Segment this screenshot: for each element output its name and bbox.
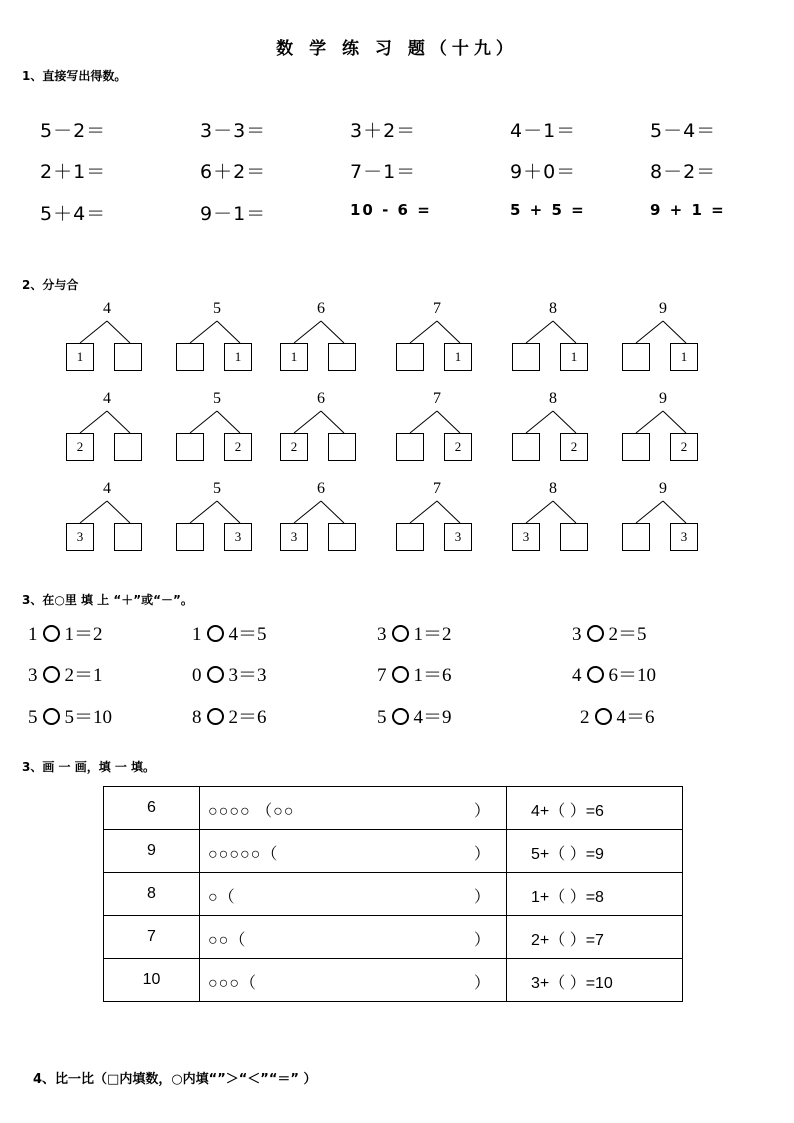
sign-equation bbox=[572, 619, 647, 646]
number-tree bbox=[276, 300, 366, 375]
equation: 3－3＝ bbox=[200, 120, 267, 142]
tree-right-box[interactable] bbox=[114, 433, 142, 461]
left-operand: 8 bbox=[192, 707, 202, 728]
equation: 10 - 6 = bbox=[350, 201, 432, 219]
table-row bbox=[104, 873, 683, 916]
sign-circle[interactable] bbox=[392, 625, 409, 642]
tree-right-box[interactable] bbox=[328, 343, 356, 371]
sign-circle[interactable] bbox=[207, 708, 224, 725]
left-operand: 2 bbox=[580, 707, 590, 728]
tree-total: 9 bbox=[659, 390, 667, 407]
number-tree bbox=[392, 300, 482, 375]
circles-cell[interactable] bbox=[200, 916, 507, 959]
number-tree bbox=[508, 480, 598, 555]
total-cell: 10 bbox=[104, 959, 200, 1002]
tree-total: 4 bbox=[103, 300, 111, 317]
right-side: 3＝3 bbox=[228, 665, 267, 686]
equation: 8－2＝ bbox=[650, 161, 717, 183]
tree-right-box[interactable]: 2 bbox=[224, 433, 252, 461]
section3-heading: 3、在○里 填 上 “＋”或“－”。 bbox=[22, 593, 193, 607]
tree-right-box[interactable] bbox=[560, 523, 588, 551]
tree-right-box[interactable]: 3 bbox=[224, 523, 252, 551]
total-cell: 6 bbox=[104, 787, 200, 830]
right-side: 6＝10 bbox=[608, 665, 657, 686]
left-operand: 1 bbox=[192, 624, 202, 645]
equation: 5－4＝ bbox=[650, 120, 717, 142]
sign-equation bbox=[192, 660, 267, 687]
right-side: 1＝2 bbox=[413, 624, 452, 645]
circles-cell[interactable] bbox=[200, 787, 507, 830]
tree-left-box[interactable]: 3 bbox=[66, 523, 94, 551]
right-side: 4＝5 bbox=[228, 624, 267, 645]
number-tree bbox=[62, 300, 152, 375]
table-row bbox=[104, 787, 683, 830]
right-side: 2＝1 bbox=[64, 665, 103, 686]
section4-heading: 3、画 一 画，填 一 填。 bbox=[22, 760, 156, 774]
close-paren: ） bbox=[473, 803, 490, 820]
tree-left-box[interactable]: 2 bbox=[66, 433, 94, 461]
sign-equation bbox=[192, 702, 267, 729]
tree-left-box[interactable]: 3 bbox=[512, 523, 540, 551]
circles-cell[interactable] bbox=[200, 873, 507, 916]
formula-cell[interactable] bbox=[507, 830, 683, 873]
circles-text: ○○○○○（ bbox=[208, 846, 279, 863]
tree-left-box[interactable] bbox=[396, 343, 424, 371]
tree-left-box[interactable]: 3 bbox=[280, 523, 308, 551]
right-side: 2＝6 bbox=[228, 707, 267, 728]
tree-left-box[interactable] bbox=[396, 523, 424, 551]
formula-cell[interactable] bbox=[507, 787, 683, 830]
tree-left-box[interactable] bbox=[176, 523, 204, 551]
right-side: 1＝6 bbox=[413, 665, 452, 686]
tree-total: 8 bbox=[549, 300, 557, 317]
equation: 2＋1＝ bbox=[40, 161, 107, 183]
tree-right-box[interactable]: 1 bbox=[670, 343, 698, 371]
left-operand: 5 bbox=[28, 707, 38, 728]
left-operand: 4 bbox=[572, 665, 582, 686]
formula-text: 3+（ ）=10 bbox=[531, 975, 613, 992]
right-side: 5＝10 bbox=[64, 707, 113, 728]
number-tree bbox=[172, 390, 262, 465]
tree-left-box[interactable]: 2 bbox=[280, 433, 308, 461]
sign-equation bbox=[580, 702, 655, 729]
sign-circle[interactable] bbox=[43, 666, 60, 683]
sign-circle[interactable] bbox=[587, 666, 604, 683]
tree-left-box[interactable] bbox=[176, 343, 204, 371]
section2-heading: 2、分与合 bbox=[22, 278, 79, 292]
total-cell: 8 bbox=[104, 873, 200, 916]
tree-right-box[interactable]: 1 bbox=[560, 343, 588, 371]
table-row bbox=[104, 916, 683, 959]
left-operand: 3 bbox=[28, 665, 38, 686]
tree-left-box[interactable] bbox=[176, 433, 204, 461]
tree-left-box[interactable] bbox=[512, 433, 540, 461]
sign-circle[interactable] bbox=[43, 625, 60, 642]
tree-right-box[interactable]: 2 bbox=[444, 433, 472, 461]
tree-right-box[interactable] bbox=[114, 343, 142, 371]
number-tree bbox=[618, 390, 708, 465]
number-tree bbox=[618, 300, 708, 375]
equation: 5＋4＝ bbox=[40, 203, 107, 225]
right-side: 2＝5 bbox=[608, 624, 647, 645]
number-tree bbox=[62, 480, 152, 555]
tree-right-box[interactable]: 2 bbox=[560, 433, 588, 461]
equation: 9＋0＝ bbox=[510, 161, 577, 183]
circles-cell[interactable] bbox=[200, 959, 507, 1002]
sign-circle[interactable] bbox=[43, 708, 60, 725]
tree-total: 7 bbox=[433, 480, 441, 497]
draw-fill-table bbox=[103, 786, 683, 1002]
sign-equation bbox=[377, 660, 452, 687]
sign-equation bbox=[572, 660, 656, 687]
tree-total: 7 bbox=[433, 390, 441, 407]
sign-circle[interactable] bbox=[595, 708, 612, 725]
close-paren: ） bbox=[473, 932, 490, 949]
tree-total: 5 bbox=[213, 480, 221, 497]
table-row bbox=[104, 959, 683, 1002]
equation: 6＋2＝ bbox=[200, 161, 267, 183]
circles-text: ○○○（ bbox=[208, 975, 257, 992]
tree-right-box[interactable] bbox=[114, 523, 142, 551]
tree-right-box[interactable] bbox=[328, 523, 356, 551]
tree-total: 5 bbox=[213, 390, 221, 407]
total-cell: 7 bbox=[104, 916, 200, 959]
tree-total: 6 bbox=[317, 480, 325, 497]
tree-left-box[interactable]: 1 bbox=[280, 343, 308, 371]
sign-circle[interactable] bbox=[392, 708, 409, 725]
number-tree bbox=[508, 300, 598, 375]
number-tree bbox=[172, 480, 262, 555]
left-operand: 1 bbox=[28, 624, 38, 645]
tree-right-box[interactable]: 3 bbox=[444, 523, 472, 551]
tree-total: 6 bbox=[317, 300, 325, 317]
number-tree bbox=[392, 480, 482, 555]
left-operand: 0 bbox=[192, 665, 202, 686]
section5-heading: 4、比一比（□内填数，○内填“”＞“＜”“＝” ） bbox=[33, 1072, 317, 1087]
left-operand: 3 bbox=[377, 624, 387, 645]
tree-total: 4 bbox=[103, 480, 111, 497]
tree-left-box[interactable] bbox=[512, 343, 540, 371]
tree-total: 8 bbox=[549, 390, 557, 407]
tree-total: 8 bbox=[549, 480, 557, 497]
tree-right-box[interactable]: 1 bbox=[224, 343, 252, 371]
close-paren: ） bbox=[473, 846, 490, 863]
formula-cell[interactable] bbox=[507, 916, 683, 959]
sign-equation bbox=[192, 619, 267, 646]
sign-equation bbox=[28, 660, 103, 687]
sign-circle[interactable] bbox=[207, 625, 224, 642]
tree-right-box[interactable]: 3 bbox=[670, 523, 698, 551]
number-tree bbox=[62, 390, 152, 465]
circles-text: ○（ bbox=[208, 889, 236, 906]
tree-total: 4 bbox=[103, 390, 111, 407]
equation: 5 + 5 = bbox=[510, 201, 586, 219]
equation: 3＋2＝ bbox=[350, 120, 417, 142]
tree-right-box[interactable]: 2 bbox=[670, 433, 698, 461]
formula-text: 4+（ ）=6 bbox=[531, 803, 604, 820]
tree-total: 9 bbox=[659, 300, 667, 317]
equation: 9－1＝ bbox=[200, 203, 267, 225]
equation: 9 + 1 = bbox=[650, 201, 726, 219]
tree-total: 9 bbox=[659, 480, 667, 497]
sign-equation bbox=[377, 619, 452, 646]
circles-cell[interactable] bbox=[200, 830, 507, 873]
tree-left-box[interactable] bbox=[622, 433, 650, 461]
equation: 4－1＝ bbox=[510, 120, 577, 142]
number-tree bbox=[172, 300, 262, 375]
number-tree bbox=[276, 480, 366, 555]
number-tree bbox=[508, 390, 598, 465]
circles-text: ○○（ bbox=[208, 932, 247, 949]
left-operand: 7 bbox=[377, 665, 387, 686]
formula-text: 2+（ ）=7 bbox=[531, 932, 604, 949]
right-side: 1＝2 bbox=[64, 624, 103, 645]
number-tree bbox=[392, 390, 482, 465]
number-tree bbox=[276, 390, 366, 465]
tree-right-box[interactable] bbox=[328, 433, 356, 461]
left-operand: 5 bbox=[377, 707, 387, 728]
sign-circle[interactable] bbox=[207, 666, 224, 683]
equation: 7－1＝ bbox=[350, 161, 417, 183]
section1-heading: 1、直接写出得数。 bbox=[22, 69, 127, 83]
right-side: 4＝6 bbox=[616, 707, 655, 728]
tree-left-box[interactable]: 1 bbox=[66, 343, 94, 371]
sign-equation bbox=[28, 702, 112, 729]
tree-total: 5 bbox=[213, 300, 221, 317]
circles-text: ○○○○ （○○ bbox=[208, 803, 295, 820]
sign-circle[interactable] bbox=[587, 625, 604, 642]
equation: 5－2＝ bbox=[40, 120, 107, 142]
page-title: 数 学 练 习 题（十九） bbox=[276, 39, 518, 59]
tree-left-box[interactable] bbox=[622, 523, 650, 551]
left-operand: 3 bbox=[572, 624, 582, 645]
formula-text: 1+（ ）=8 bbox=[531, 889, 604, 906]
tree-left-box[interactable] bbox=[396, 433, 424, 461]
formula-text: 5+（ ）=9 bbox=[531, 846, 604, 863]
sign-equation bbox=[28, 619, 103, 646]
tree-left-box[interactable] bbox=[622, 343, 650, 371]
formula-cell[interactable] bbox=[507, 959, 683, 1002]
formula-cell[interactable] bbox=[507, 873, 683, 916]
right-side: 4＝9 bbox=[413, 707, 452, 728]
tree-right-box[interactable]: 1 bbox=[444, 343, 472, 371]
sign-equation bbox=[377, 702, 452, 729]
close-paren: ） bbox=[473, 889, 490, 906]
close-paren: ） bbox=[473, 975, 490, 992]
tree-total: 7 bbox=[433, 300, 441, 317]
tree-total: 6 bbox=[317, 390, 325, 407]
sign-circle[interactable] bbox=[392, 666, 409, 683]
total-cell: 9 bbox=[104, 830, 200, 873]
number-tree bbox=[618, 480, 708, 555]
table-row bbox=[104, 830, 683, 873]
